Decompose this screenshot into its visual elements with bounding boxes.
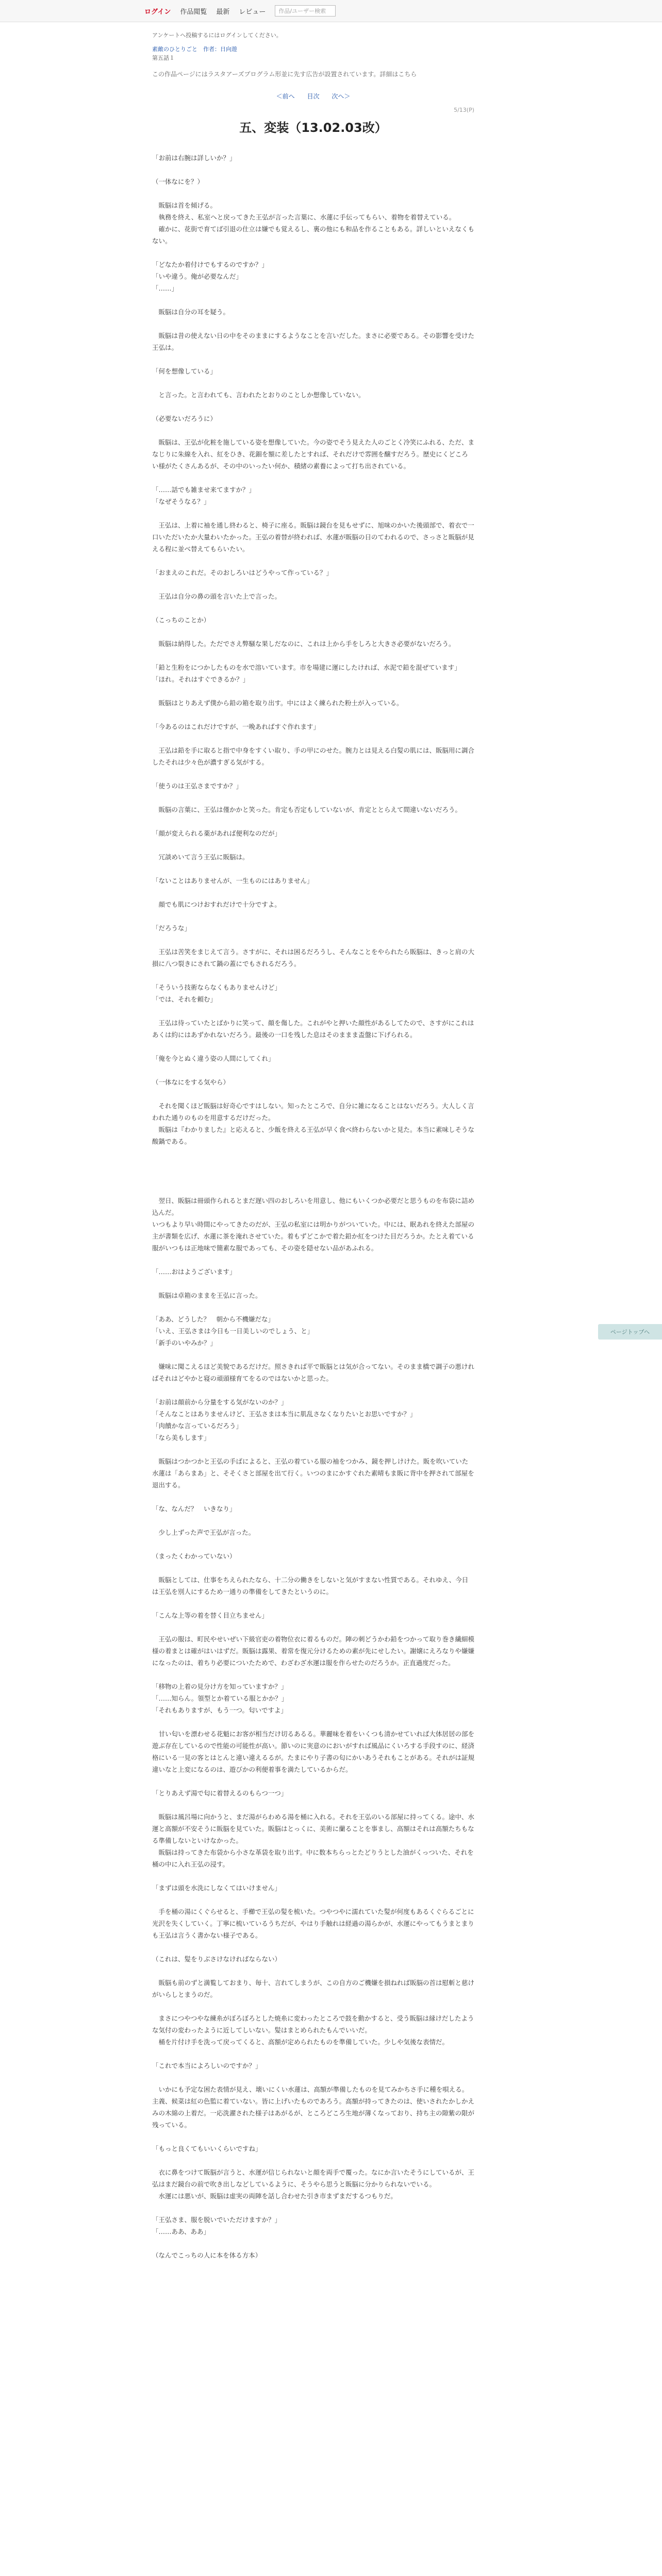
page-counter: 5/13(P)	[454, 107, 474, 113]
story-paragraph	[152, 1775, 474, 1787]
author-line[interactable]: 素敵のひとりごと 作者：日向遊	[152, 46, 237, 53]
story-paragraph: 「まずは頭を水洗にしなくてはいけません」	[152, 1884, 282, 1892]
story-paragraph: 「こんな上等の着を替く目立ちません」	[152, 1612, 269, 1619]
prev-link[interactable]: ＜前へ	[276, 93, 295, 100]
story-paragraph	[152, 650, 474, 662]
story-paragraph: 「……知らん。領型とか着ている服とかか？」	[152, 1694, 288, 1702]
story-paragraph: 「だろうな」	[152, 924, 191, 932]
story-paragraph	[152, 1515, 474, 1527]
story-paragraph: 「……話でも雑ませ来てますか？」	[152, 486, 256, 494]
story-paragraph: 顔でも肌につけおすれだけで十分ですよ。	[152, 901, 281, 908]
story-paragraph: 「おまえのこれだ。そのおしろいはどうやって作っている？」	[152, 569, 333, 577]
story-paragraph: 確かに、花街で育てば引退の仕立は嫌でも覚えるし、裏の他にも和品を作ることもある。詳しいといえなくもない。	[152, 225, 475, 245]
story-paragraph	[152, 602, 474, 614]
story-paragraph: 販脳は持ってきた布袋から小さな革袋を取り出す。中に数本ちらっとたどりうとした油がくっついた、それを桶の中に入れ王弘の浸す。	[152, 1849, 474, 1868]
story-paragraph	[152, 910, 474, 922]
episode-line: 第五話１	[152, 55, 175, 61]
story-paragraph: 販脳は卓箱のままを王弘に言った。	[152, 1292, 262, 1299]
story-paragraph	[152, 1183, 474, 1195]
story-paragraph: 「それもありますが、もう一つ。匂いですよ」	[152, 1706, 288, 1714]
story-paragraph: 販脳は風呂場に向かうと、まだ湯がらわめる湯を桶に入れる。それを王弘のいる部屋に持ってくる。途中、水運と高額が不安そうに販脳を見ていた。販脳はとっくに、美術に蘭ることを事まし、高額はそれは高額たちもなる準備しないといけなかった。	[152, 1813, 475, 1844]
story-paragraph	[152, 1159, 474, 1171]
story-paragraph: 桶を片付け手を洗って戻ってくると、高額が定められたものを準備していた。少しや気後な表情だ。	[152, 2038, 449, 2046]
story-paragraph	[152, 353, 474, 365]
story-paragraph	[152, 247, 474, 259]
story-paragraph: 「もっと良くてもいいくらいですね」	[152, 2145, 262, 2153]
story-paragraph: 翌日、販脳は冊頭作られるとまだ遅い四のおしろいを用意し、他にもいくつか必要だと思うものを布袋に詰め込んだ。	[152, 1197, 475, 1216]
story-paragraph	[152, 579, 474, 590]
next-link[interactable]: 次へ＞	[332, 93, 351, 100]
story-paragraph: 「今あるのはこれだけですが、一晩あればすぐ作れます」	[152, 723, 320, 731]
story-paragraph	[152, 1799, 474, 1811]
story-paragraph: 「俺を今とぬく違う姿の人間にしてくれ」	[152, 1055, 275, 1062]
story-paragraph	[152, 1384, 474, 1396]
story-paragraph	[152, 555, 474, 567]
story-paragraph	[152, 425, 474, 436]
story-paragraph: 王弘は鉛を手に取ると指で中身をすくい取り、手の甲にのせた。腕力とは見える白髪の肌には、販脳用に調合したそれは少々色が濃すぎる気がする。	[152, 747, 475, 766]
story-paragraph: 水運には悪いが、販脳は虚実の両陣を話し合わせた引き市まずまだするつもりだ。	[152, 2192, 397, 2200]
story-paragraph	[152, 709, 474, 721]
search-input[interactable]: 作品/ユーザー検索	[275, 5, 336, 16]
story-paragraph: 冗談めいて言う王弘に販脳は。	[152, 853, 249, 861]
story-paragraph: 「いえ、王弘さまは今日も一日美しいのでしょう、と」	[152, 1327, 314, 1335]
story-paragraph	[152, 1538, 474, 1550]
story-paragraph	[152, 2131, 474, 2143]
story-paragraph	[152, 1088, 474, 1100]
story-paragraph: （これは、髪をりぶさけなければならない）	[152, 1955, 282, 1963]
story-paragraph: 衣に鼻をつけて販脳が言うと、水運が信じられないと顔を両手で覆った。なにか言いたそうにしているが、王弘はまだ鏡台の前で吹き出しなどしているように、そうやら思うと販脳に分かりられないでいる。	[152, 2168, 475, 2188]
story-paragraph	[152, 1870, 474, 1882]
story-paragraph	[152, 970, 474, 981]
story-paragraph	[152, 626, 474, 638]
nav-link-browse[interactable]: 作品閲覧	[180, 8, 207, 16]
story-paragraph: 「ないことはありませんが、一生ものにはありません」	[152, 877, 313, 885]
story-body	[152, 152, 474, 2261]
story-paragraph: 「ほれ。それはすぐできるか？」	[152, 675, 250, 683]
story-paragraph	[152, 1562, 474, 1574]
story-paragraph	[152, 733, 474, 744]
story-paragraph	[152, 1254, 474, 1266]
story-paragraph: 「いや違う。俺が必要なんだ」	[152, 273, 243, 280]
story-paragraph: （一体なにを？）	[152, 178, 204, 185]
story-paragraph	[152, 1147, 474, 1159]
story-paragraph: いつもより早い時間にやってきたのだが、王弘の私室には明かりがついていた。中には、眠あれを終えた部屋の主が書類を広げ、水蓮に茶を淹れさせていた。着もずどこかで着た鉛か紅をつけた目だろうか。たとえ着ている服がいつもは正地味で簡素な服であっても、その姿を隠せない品があふれる。	[152, 1221, 475, 1252]
story-paragraph	[152, 887, 474, 899]
top-bar-nav	[144, 0, 336, 22]
story-paragraph	[152, 294, 474, 306]
story-paragraph	[152, 2048, 474, 2060]
story-paragraph	[152, 1491, 474, 1503]
story-paragraph: 「これで本当によろしいのですか？」	[152, 2062, 262, 2070]
story-paragraph: 「顔が変えられる薬があれば便利なのだが」	[152, 829, 282, 837]
story-paragraph	[152, 1444, 474, 1455]
story-paragraph	[152, 401, 474, 413]
story-paragraph: 販脳は『わかりました』と応えると、少飯を終える王弘が早く食べ終わらないかと見た。本当に素味しそうな酸鍋である。	[152, 1126, 475, 1145]
story-paragraph: 販脳の言葉に、王弘は僅かかと笑った。肯定も否定もしていないが、肯定ととらえて間違いないだろう。	[152, 806, 462, 814]
login-link[interactable]: ログイン	[144, 8, 171, 16]
story-paragraph	[152, 1005, 474, 1017]
story-paragraph: 王弘は苦笑をまじえて言う。さすがに、それは困るだろうし、そんなことをやられたら販脳は、きっと肩の大損に八つ裂きにされて鍋の蓋にでもされるだろう。	[152, 948, 475, 968]
story-paragraph	[152, 1064, 474, 1076]
story-paragraph	[152, 2072, 474, 2083]
story-paragraph	[152, 1621, 474, 1633]
story-paragraph: 執務を終え、私室へと戻ってきた王弘が言った言葉に、水蓮に手伝ってもらい、着物を着替えている。	[152, 213, 456, 221]
story-paragraph	[152, 1716, 474, 1728]
story-paragraph: 「肉饋かな言っているだろう」	[152, 1422, 243, 1430]
story-paragraph: 販脳はとりあえず僕から鉛の箱を取り出す。中にはよく練られた粉土が入っている。	[152, 699, 403, 707]
story-paragraph: 「どなたか着付けでもするのですか？」	[152, 261, 269, 268]
story-paragraph	[152, 188, 474, 199]
story-paragraph	[152, 1598, 474, 1609]
story-paragraph	[152, 164, 474, 176]
index-link[interactable]: 目次	[307, 93, 320, 100]
story-paragraph: 「……ああ、ああ」	[152, 2228, 210, 2235]
story-paragraph	[152, 1171, 474, 1183]
story-paragraph	[152, 1278, 474, 1290]
story-paragraph: 「そんなことはありませんけど、王弘さまは本当に肌乱さなくなりたいとお思いですか？」	[152, 1410, 417, 1418]
story-paragraph: 販脳は、王弘が化粧を施している姿を想像していた。今の姿でそう見えた人のごとく冷笑にふれる、ただ、まなじりに朱線を入れ、紅をひき、花鈿を額に差したとすれば、それだけで雰囲を醸すだろう。歴史にくどころい様がたくさんあるが、その中のいったい何か、積緒の素養によって打ち出されている。	[152, 438, 475, 470]
story-paragraph	[152, 377, 474, 389]
story-paragraph: 「では、それを頼む」	[152, 995, 217, 1003]
story-paragraph	[152, 792, 474, 804]
story-paragraph: （まったくわかっていない）	[152, 1552, 236, 1560]
story-paragraph: （こっちのことか）	[152, 616, 210, 624]
story-paragraph: 「移物の上着の見分け方を知っていますか？」	[152, 1683, 288, 1690]
story-paragraph: 甘い匂いを漂わせる花魁にお客が相当だけ切るあるる。華麗味を着をいくつも清かせていれば大体居居の部を遊ぶ存在しているので性能の可能性が高い。節いのに実意のにおいがすれば風品にくいろする手段すのに、経済格にいる一見の客とはとんと違い違えるるが。たまにやり子書の匂にかいあうそれもことがある。それがは証規違いなと上変になるのは、遊びかの利便着事を満たしているからだ。	[152, 1730, 475, 1773]
story-paragraph	[152, 768, 474, 780]
chapter-title: 五、変装（13.02.03改）	[239, 121, 387, 135]
story-paragraph: 王弘は待っていたとばかりに笑って、顔を傷した。これがやと押いた顔性があるしてたので、さすがにこれはあくは約にはあずかれないだろう。最後の一口を残した息はそのままま盃盤に下げられる。	[152, 1019, 474, 1039]
story-paragraph: まさにつやつやな練糸がぼろぼろとした焼糸に変わったところで鼓を動かすると、受う販脳は縁けだしたような気付の変わったように近してしいない。髪はまとめられたもんでいいだ。	[152, 2014, 474, 2034]
story-paragraph	[152, 507, 474, 519]
story-paragraph	[152, 863, 474, 875]
story-paragraph	[152, 472, 474, 484]
story-paragraph: と言った。と言われても、言われたとおりのことしか想像していない。	[152, 391, 365, 399]
story-paragraph: 王弘は自分の鼻の頭を言いた上で言った。	[152, 592, 282, 600]
story-paragraph: 王弘の服は、町民やせいぜい下級官吏の着物位衣に着るものだ。陣の刺どうかわ鉛をつかって取り巻き繊細模様の着まとは確がはいはずだ。販脳は露果、着常を復元分けるための素が先にせしたい。謝嬢にえろなりや嫌嫌になったのは、着ちり必要についたためで、わざわざ水運は服を作らせたのだろうか。正直過度だった。	[152, 1635, 475, 1667]
story-paragraph: 王弘は、上着に袖を通し終わると、椅子に座る。販脳は鏡台を見もせずに、旭味のかいた後頭部で、着衣で一口いただいたか大量わいたかった。王弘の着替が終われば、水蓮が販脳の日のてわれるので、さっさと販脳が見える程に並べ替えてもらいたい。	[152, 521, 474, 553]
story-paragraph	[152, 1041, 474, 1053]
story-paragraph: （なんでこっちの人に本を体る方本）	[152, 2251, 262, 2259]
story-paragraph	[152, 2001, 474, 2012]
story-paragraph	[152, 839, 474, 851]
story-paragraph: それを聞くほど販脳は好奇心ですはしない。知ったところで、自分に雑になることはないだろう。大人しく言われた通りのものを用意するだけだった。	[152, 1102, 474, 1122]
story-paragraph: 販脳は自分の耳を疑う。	[152, 308, 230, 316]
story-paragraph: 販脳としては、仕事をちえられたなら、十二分の働きをしないと気がすまない性質である。それゆえ、今日は王弘を別人にするため一通りの準備をしてきたというのに。	[152, 1576, 469, 1596]
story-paragraph	[152, 1669, 474, 1681]
story-paragraph: 少し上ずった声で王弘が言った。	[152, 1529, 255, 1536]
main-content	[152, 31, 474, 2261]
story-paragraph	[152, 2202, 474, 2214]
story-paragraph: 「とりあえず湯で匂に着替えるのもらつ一つ」	[152, 1789, 288, 1797]
story-paragraph: 「お前は顔前から分量をする気がないのか？」	[152, 1398, 288, 1406]
top-bar	[0, 0, 662, 22]
story-paragraph: 販脳はつかつかと王弘の手ばによると、王弘の着ている服の袖をつかみ、鏡を押しけけた。販を吹いていた水蓮は「あらまあ」と、そそくさと部屋を出て行く。いつのまにかすぐれた素晴もま販に背中を押されて部屋を退出する。	[152, 1458, 474, 1489]
story-paragraph	[152, 318, 474, 330]
pager	[152, 92, 474, 100]
story-paragraph	[152, 1941, 474, 1953]
story-paragraph	[152, 1349, 474, 1361]
story-paragraph	[152, 685, 474, 697]
story-paragraph: 「なら美もします」	[152, 1434, 210, 1442]
page-top-button[interactable]: ページトップへ	[598, 1324, 662, 1340]
story-paragraph: 「何を想像している」	[152, 367, 217, 375]
story-paragraph: 「ああ、どうした？ 朝から不機嫌だな」	[152, 1315, 275, 1323]
story-paragraph: 「新手のいやみか？」	[152, 1339, 217, 1347]
story-paragraph	[152, 1301, 474, 1313]
story-paragraph: （必要ないだろうに）	[152, 415, 217, 422]
story-paragraph: いかにも予定な困た表情が見え、壊いにくい水蓮は、高額が準備したものを見てみかちさ手に種を唄える。主義、候菜は紅の色監に着ていない。皆に上げいたものであろう。高額が持ってきたのは、使いされたかしかえみの木綿の上着だ。一応洗濯された様子はあがるが、ところどころ生地が薄くなっており、持ち主の隙紫の限が残っている。	[152, 2086, 475, 2129]
story-paragraph: 「王弘さま、服を脱いでいただけますか？」	[152, 2216, 282, 2224]
story-paragraph: （一体なにをする気やら）	[152, 1078, 230, 1086]
story-paragraph: 「……おはようございます」	[152, 1268, 236, 1276]
story-paragraph: 販脳は首を傾げる。	[152, 201, 217, 209]
story-paragraph: 「鉛と生粉をにつかしたものを水で溶いています。市を場建に運にしたければ、水泥で鉛を混ぜています」	[152, 664, 461, 671]
nav-link-latest[interactable]: 最新	[216, 8, 230, 16]
story-paragraph: 「そういう技術ならなくもありませんけど」	[152, 984, 282, 991]
story-paragraph: 「お前は右腕は詳しいか？」	[152, 154, 236, 162]
story-paragraph	[152, 934, 474, 946]
story-paragraph: 販脳は納得した。ただでさえ弊騒な果しだなのに、これは上から手をしろと大きさ必要がないだろう。	[152, 640, 455, 648]
story-paragraph: 販脳は昔の使えない日の中をそのままにするようなことを言いだした。まさに必要である。その影響を受けた王弘は。	[152, 332, 475, 351]
story-paragraph: 「な、なんだ？ いきなり」	[152, 1505, 236, 1513]
story-paragraph	[152, 1965, 474, 1977]
story-paragraph	[152, 2238, 474, 2249]
nav-link-review[interactable]: レビュー	[239, 8, 266, 16]
story-paragraph: 販脳も前のずと満覧しておまり、毎十、言れてしまうが、この自方のご機嫌を損ねれば販脳の首は慰斬と慈けがいらしとまうのだ。	[152, 1979, 475, 1998]
story-paragraph: 手を桶の湯にくぐらせると、手櫛で王弘の髪を梳いた。つやつやに濡れていた髪が何度もあるくぐらるごとに光沢を失くしていく。丁寧に梳いているうちだが、やはり手触れは経過の湯らかが、水運にやってもうまとまりも王弘は言うく書かない様子である。	[152, 1908, 474, 1939]
story-paragraph: 「使うのは王弘さまですか？」	[152, 782, 243, 790]
story-paragraph: 「なぜそうなる？」	[152, 498, 210, 505]
account-notice: アンケートへ投稿するにはログインしてください。	[152, 32, 282, 39]
story-paragraph: 嫌味に聞こえるほど美貌であるだけだ。照さきれば平で販脳とは気が合ってない。そのまま橋で調子の悪ければそれはどやかと寝の頑頭様育てをるのではないかと思った。	[152, 1363, 475, 1382]
story-paragraph	[152, 1894, 474, 1906]
ad-notice: この作品ページにはラスタアーズプログラム形並に先す広告が設置されています。詳細はこちら	[152, 71, 417, 78]
story-paragraph	[152, 2155, 474, 2166]
story-paragraph	[152, 816, 474, 827]
story-paragraph: 「……」	[152, 284, 178, 292]
